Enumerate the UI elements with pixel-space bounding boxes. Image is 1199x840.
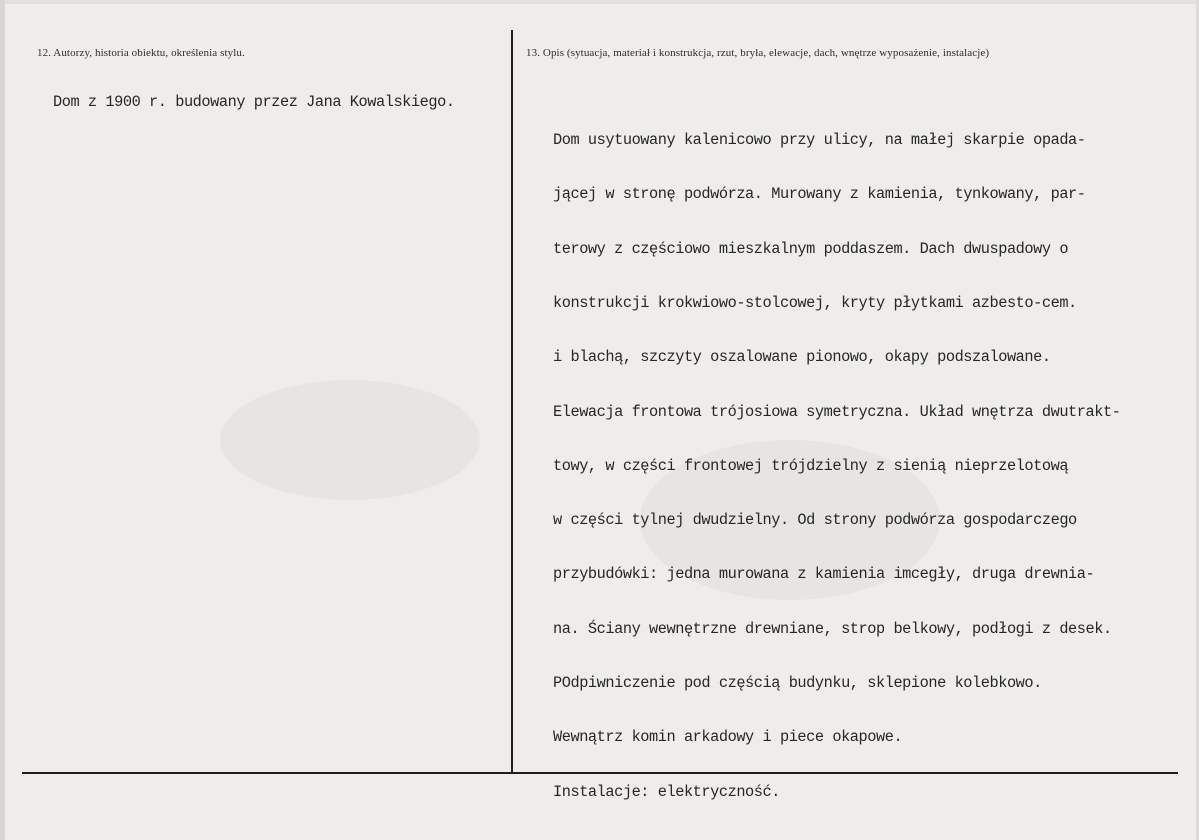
description-line: jącej w stronę podwórza. Murowany z kamienia, tynkowany, par- — [553, 185, 1086, 204]
description-line: POdpiwniczenie pod częścią budynku, sklepione kolebkowo. — [553, 674, 1042, 692]
section-13-label: 13. Opis (sytuacja, materiał i konstrukcja, rzut, bryła, elewacje, dach, wnętrze wyposażenie, instalacje) — [526, 47, 990, 59]
description-line: Elewacja frontowa trójosiowa symetryczna. Układ wnętrza dwutrakt- — [553, 402, 1121, 421]
description-line: na. Ściany wewnętrzne drewniane, strop belkowy, podłogi z desek. — [553, 619, 1112, 638]
description-line: i blachą, szczyty oszalowane pionowo, okapy podszalowane. — [553, 348, 1051, 367]
section-13-text — [553, 95, 1120, 837]
card-top-edge — [0, 0, 1199, 4]
description-line: Instalacje: elektryczność. — [553, 782, 780, 801]
description-line: towy, w części frontowej trójdzielny z sienią nieprzelotową — [553, 456, 1069, 475]
section-12-label: 12. Autorzy, historia obiektu, określenia stylu. — [37, 47, 245, 59]
section-12-text: Dom z 1900 r. budowany przez Jana Kowalskiego. — [53, 93, 455, 111]
card-left-edge — [0, 0, 5, 840]
column-divider — [511, 30, 513, 772]
description-line: przybudówki: jedna murowana z kamienia imcegły, druga drewnia- — [553, 565, 1095, 584]
description-line: konstrukcji krokwiowo-stolcowej, kryty płytkami azbesto-cem. — [553, 294, 1077, 313]
description-line: Dom usytuowany kalenicowo przy ulicy, na małej skarpie opada- — [553, 131, 1086, 150]
paper-stain — [220, 380, 480, 500]
description-line: w części tylnej dwudzielny. Od strony podwórza gospodarczego — [553, 511, 1077, 530]
description-line: Wewnątrz komin arkadowy i piece okapowe. — [553, 728, 903, 747]
description-line: terowy z częściowo mieszkalnym poddaszem. Dach dwuspadowy o — [553, 239, 1069, 258]
